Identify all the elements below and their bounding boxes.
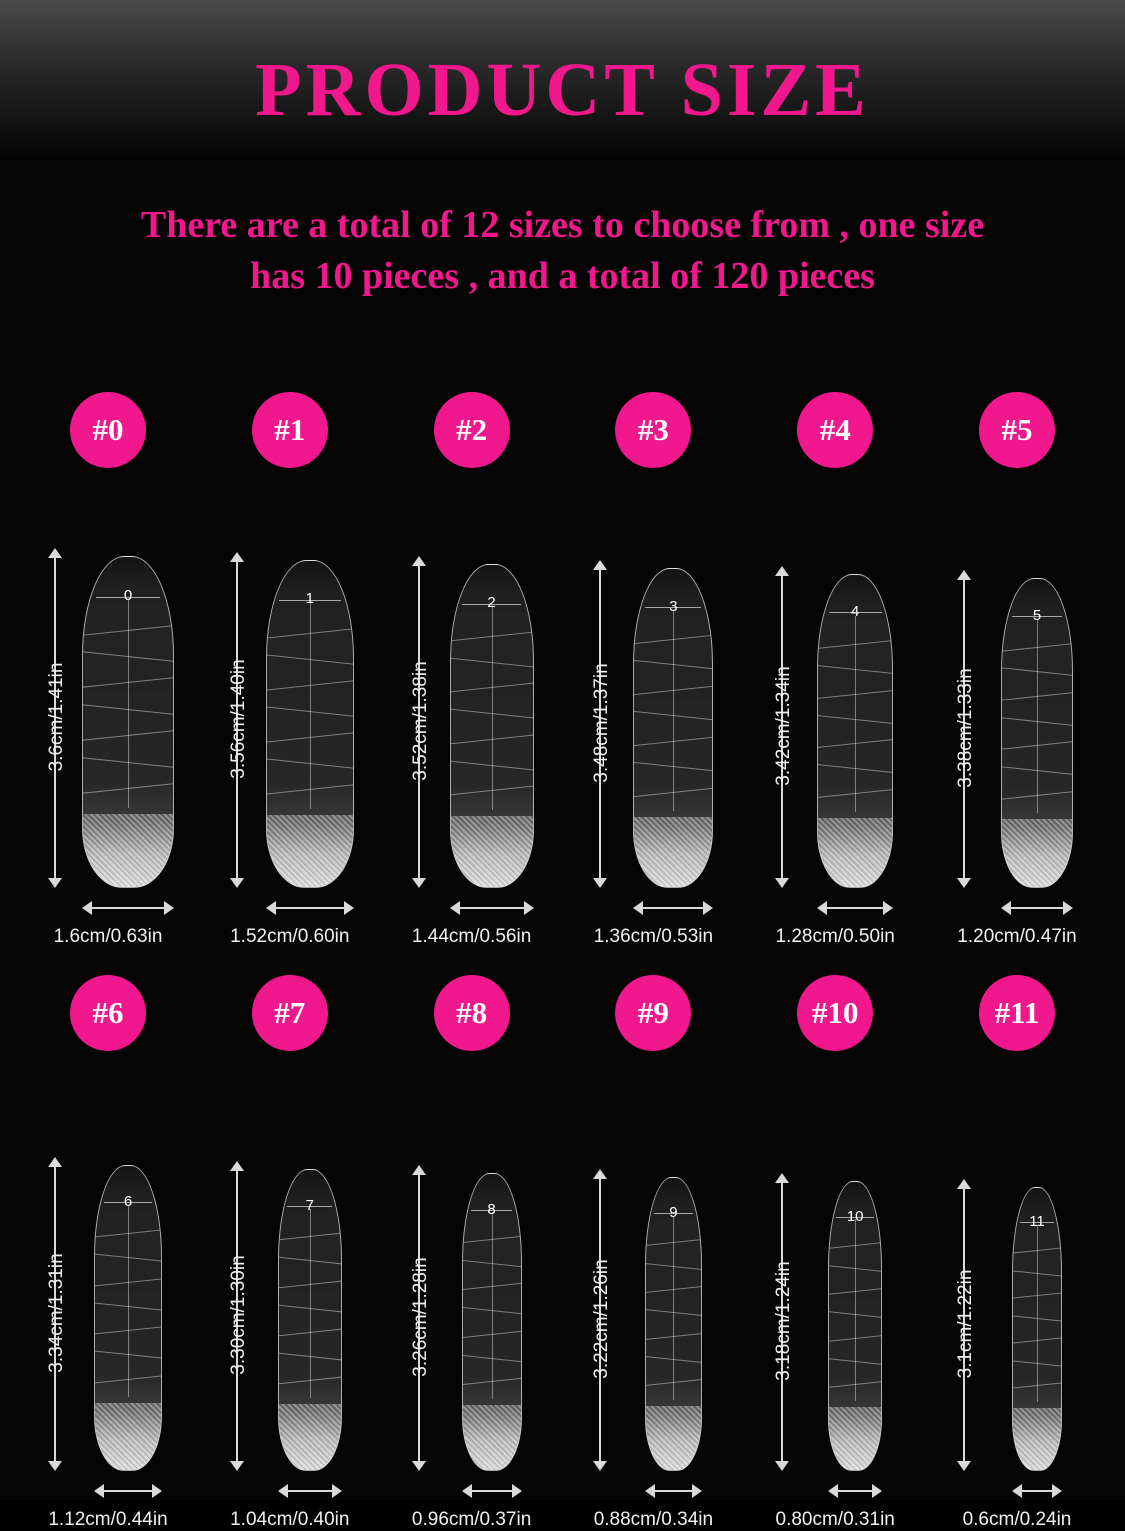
width-arrow-head-left [462,1484,472,1498]
length-arrow-head-top [593,1169,607,1179]
length-label: 3.26cm/1.28in [409,1257,431,1377]
center-guide-line [310,603,311,808]
length-arrow-head-top [412,1165,426,1175]
width-arrow-head-left [828,1484,838,1498]
width-measure [749,898,921,918]
length-arrow-head-bottom [957,1461,971,1471]
length-measure [569,1071,615,1471]
nail-illustration-area [22,1071,194,1471]
width-arrow-line [90,907,166,909]
width-measure [749,1481,921,1501]
width-label: 1.6cm/0.63in [53,926,163,947]
length-label: 3.6cm/1.41in [46,662,67,772]
nail-tip-graphic [633,568,713,888]
center-guide-line [492,1212,493,1399]
width-arrow-line [470,1490,514,1492]
length-arrow-head-bottom [230,1461,244,1471]
nail-number-label: 0 [123,586,133,604]
nail-tip-graphic [94,1165,162,1471]
length-measure [206,1071,252,1471]
length-measure [24,1071,70,1471]
width-measure [22,1481,194,1501]
nail-tip-shape [817,574,893,888]
width-arrow-line [653,1490,694,1492]
size-badge[interactable]: #3 [615,392,691,468]
width-measure [931,898,1103,918]
nail-tip-graphic [1012,1187,1062,1471]
length-arrow-head-bottom [48,878,62,888]
length-arrow-head-top [957,570,971,580]
length-arrow-head-top [48,1157,62,1167]
width-arrow-head-left [94,1484,104,1498]
width-arrow-head-right [692,1484,702,1498]
nail-number-label: 10 [846,1207,864,1225]
nail-number-label: 5 [1032,606,1042,624]
length-measure [206,488,252,888]
center-guide-line [673,610,674,810]
length-arrow-head-bottom [230,878,244,888]
nail-illustration-area [931,488,1103,888]
width-label: 0.96cm/0.37in [411,1509,532,1530]
nail-tip-shape [1001,578,1073,888]
nail-tip-graphic [278,1169,342,1471]
width-label: 0.80cm/0.31in [775,1509,895,1530]
width-arrow-head-right [872,1484,882,1498]
nail-tip-shape [462,1173,522,1471]
width-arrow-head-right [883,901,893,915]
nail-tip-graphic [828,1181,882,1471]
width-arrow-head-right [512,1484,522,1498]
length-arrow-head-bottom [412,878,426,888]
length-arrow-head-bottom [957,878,971,888]
nail-tip-graphic [462,1173,522,1471]
length-label: 3.56cm/1.40in [227,659,249,779]
width-arrow-head-left [278,1484,288,1498]
length-arrow-head-top [412,556,426,566]
length-arrow-head-top [48,548,62,558]
page-title: PRODUCT SIZE [255,48,870,132]
width-label: 1.44cm/0.56in [411,926,532,947]
length-arrow-head-bottom [775,878,789,888]
length-label: 3.18cm/1.24in [773,1261,795,1381]
length-arrow-head-top [593,560,607,570]
width-measure [22,898,194,918]
length-label: 3.38cm/1.33in [954,668,976,788]
nail-tip-shape [266,560,354,888]
width-measure [567,1481,739,1501]
nail-tip-shape [94,1165,162,1471]
center-guide-line [128,600,129,808]
nail-tip-graphic [266,560,354,888]
width-arrow-head-right [703,901,713,915]
length-measure [388,1071,434,1471]
width-measure [567,898,739,918]
width-arrow-head-left [645,1484,655,1498]
header-banner [0,0,1125,158]
subtitle-line-2: has 10 pieces , and a total of 120 pieces [250,255,875,298]
nail-tip-graphic [82,556,174,888]
nail-illustration-area [386,1071,558,1471]
length-measure [24,488,70,888]
size-badge[interactable]: #7 [252,975,328,1051]
size-item [567,392,739,948]
size-row-bottom [0,975,1125,1531]
length-measure [569,488,615,888]
width-arrow-line [641,907,705,909]
width-label: 0.88cm/0.34in [593,1509,714,1530]
size-badge[interactable]: #1 [252,392,328,468]
center-guide-line [492,607,493,810]
size-badge[interactable]: #10 [797,975,873,1051]
width-arrow-line [836,1490,874,1492]
nail-tip-shape [278,1169,342,1471]
width-arrow-line [1020,1490,1054,1492]
nail-number-label: 1 [305,590,314,608]
size-item [749,975,921,1531]
length-arrow-head-top [230,1161,244,1171]
width-measure [204,1481,376,1501]
width-arrow-head-right [344,901,354,915]
nail-number-label: 11 [1029,1213,1045,1231]
nail-illustration-area [204,488,376,888]
size-badge[interactable]: #2 [434,392,510,468]
size-item [567,975,739,1531]
length-label: 3.30cm/1.30in [227,1255,249,1375]
width-arrow-head-left [266,901,276,915]
nail-illustration-area [567,1071,739,1471]
center-guide-line [855,616,856,813]
center-guide-line [1037,1225,1038,1403]
nail-tip-shape [1012,1187,1062,1471]
width-label: 1.04cm/0.40in [230,1509,350,1530]
width-arrow-head-right [1052,1484,1062,1498]
length-measure [751,1071,797,1471]
nail-tip-shape [645,1177,702,1471]
width-label: 1.52cm/0.60in [230,926,350,947]
length-measure [388,488,434,888]
center-guide-line [128,1206,129,1398]
size-item [386,392,558,948]
nail-illustration-area [22,488,194,888]
size-item [22,392,194,948]
size-badge[interactable]: #0 [70,392,146,468]
width-arrow-head-left [1001,901,1011,915]
width-measure [204,898,376,918]
nail-number-label: 7 [305,1197,314,1214]
width-arrow-line [458,907,526,909]
length-measure [933,488,979,888]
width-arrow-line [1009,907,1065,909]
size-item [204,975,376,1531]
size-badge[interactable]: #11 [979,975,1055,1051]
nail-illustration-area [749,1071,921,1471]
nail-number-label: 4 [851,603,860,621]
nail-illustration-area [204,1071,376,1471]
center-guide-line [673,1216,674,1400]
width-label: 1.36cm/0.53in [593,926,714,947]
length-arrow-head-bottom [593,1461,607,1471]
nail-number-label: 8 [487,1200,496,1218]
width-arrow-head-right [332,1484,342,1498]
length-arrow-head-top [230,552,244,562]
length-arrow-head-top [775,1173,789,1183]
length-measure [933,1071,979,1471]
length-label: 3.52cm/1.38in [409,661,431,781]
nail-illustration-area [931,1071,1103,1471]
center-guide-line [1037,619,1038,813]
width-label: 1.12cm/0.44in [48,1509,168,1530]
length-arrow-head-bottom [412,1461,426,1471]
length-arrow-head-top [957,1179,971,1189]
width-label: 1.28cm/0.50in [775,926,895,947]
nail-number-label: 2 [487,593,496,611]
width-arrow-head-left [82,901,92,915]
nail-tip-shape [82,556,174,888]
width-arrow-line [825,907,885,909]
size-badge[interactable]: #5 [979,392,1055,468]
width-arrow-head-right [164,901,174,915]
length-label: 3.22cm/1.26in [591,1259,613,1379]
nail-tip-graphic [645,1177,702,1471]
width-arrow-line [274,907,346,909]
width-measure [386,898,558,918]
width-arrow-line [102,1490,154,1492]
nail-number-label: 3 [669,597,678,615]
size-badge[interactable]: #9 [615,975,691,1051]
length-arrow-head-top [775,566,789,576]
width-arrow-head-left [817,901,827,915]
width-arrow-head-right [152,1484,162,1498]
size-badge[interactable]: #4 [797,392,873,468]
size-item [204,392,376,948]
nail-tip-graphic [817,574,893,888]
size-item [22,975,194,1531]
width-arrow-head-left [450,901,460,915]
size-item [386,975,558,1531]
nail-illustration-area [749,488,921,888]
length-arrow-head-bottom [48,1461,62,1471]
length-label: 3.1cm/1.22in [954,1269,976,1379]
width-measure [931,1481,1103,1501]
nail-tip-graphic [1001,578,1073,888]
size-item [931,392,1103,948]
width-arrow-head-left [633,901,643,915]
length-label: 3.42cm/1.34in [773,666,795,786]
width-arrow-head-right [524,901,534,915]
length-label: 3.48cm/1.37in [591,663,613,783]
size-badge[interactable]: #6 [70,975,146,1051]
width-arrow-line [286,1490,334,1492]
nail-tip-shape [633,568,713,888]
width-label: 1.20cm/0.47in [957,926,1077,947]
subtitle-line-1: There are a total of 12 sizes to choose from , one size [140,204,985,246]
center-guide-line [310,1209,311,1398]
size-item [749,392,921,948]
nail-tip-shape [450,564,534,888]
subtitle [0,200,1125,303]
center-guide-line [855,1219,856,1400]
size-row-top [0,392,1125,948]
nail-number-label: 6 [123,1193,133,1211]
nail-illustration-area [567,488,739,888]
nail-tip-graphic [450,564,534,888]
size-badge[interactable]: #8 [434,975,510,1051]
length-label: 3.34cm/1.31in [46,1253,67,1373]
length-arrow-head-bottom [775,1461,789,1471]
size-item [931,975,1103,1531]
length-arrow-head-bottom [593,878,607,888]
width-arrow-head-right [1063,901,1073,915]
length-measure [751,488,797,888]
width-arrow-head-left [1012,1484,1022,1498]
nail-illustration-area [386,488,558,888]
width-measure [386,1481,558,1501]
nail-number-label: 9 [669,1204,678,1222]
width-label: 0.6cm/0.24in [962,1509,1072,1530]
nail-tip-shape [828,1181,882,1471]
